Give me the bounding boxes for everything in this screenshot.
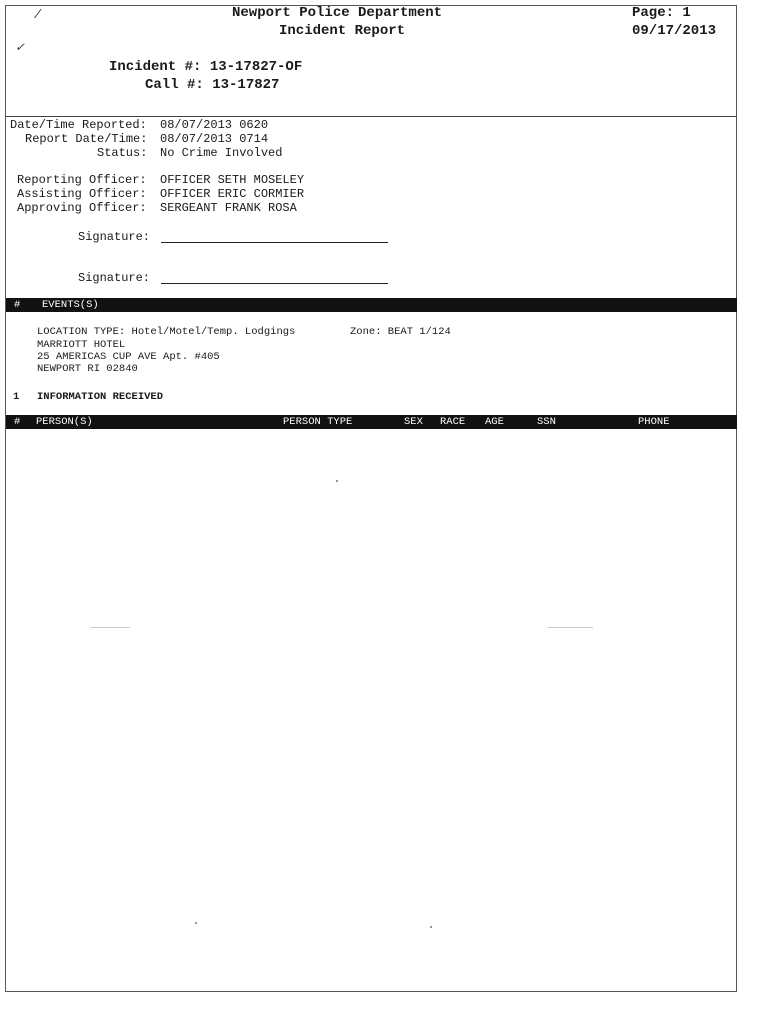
column-header-sex: SEX: [404, 416, 423, 428]
signature-label: Signature:: [78, 230, 151, 244]
pen-mark: ✓: [15, 41, 26, 55]
incident-number: Incident #: 13-17827-OF: [109, 59, 303, 75]
signature-line: [161, 242, 388, 243]
reporting-officer-label: Reporting Officer:: [17, 173, 147, 187]
date-reported-value: 08/07/2013 0620: [160, 118, 269, 132]
events-hash: #: [14, 299, 21, 311]
call-number: Call #: 13-17827: [145, 77, 280, 93]
column-header-ssn: SSN: [537, 416, 556, 428]
header-divider: [6, 116, 737, 117]
approving-officer-value: SERGEANT FRANK ROSA: [160, 201, 297, 215]
assisting-officer-label: Assisting Officer:: [17, 187, 147, 201]
assisting-officer-value: OFFICER ERIC CORMIER: [160, 187, 305, 201]
column-header-age: AGE: [485, 416, 504, 428]
report-date-label: Report Date/Time:: [25, 132, 148, 146]
signature-label: Signature:: [78, 271, 151, 285]
scan-artifact: [548, 627, 593, 628]
zone: Zone: BEAT 1/124: [350, 326, 451, 338]
scan-speck: [195, 922, 197, 924]
report-date-value: 08/07/2013 0714: [160, 132, 269, 146]
pen-mark: /: [34, 8, 42, 22]
column-header-person-type: PERSON TYPE: [283, 416, 353, 428]
event-description: INFORMATION RECEIVED: [37, 391, 164, 403]
address: 25 AMERICAS CUP AVE Apt. #405: [37, 351, 220, 363]
status-value: No Crime Involved: [160, 146, 283, 160]
signature-line: [161, 283, 388, 284]
scan-artifact: [90, 627, 130, 628]
date-reported-label: Date/Time Reported:: [10, 118, 147, 132]
approving-officer-label: Approving Officer:: [17, 201, 147, 215]
report-type: Incident Report: [279, 23, 406, 39]
city: NEWPORT RI 02840: [37, 363, 138, 375]
column-header-race: RACE: [440, 416, 466, 428]
status-label: Status:: [97, 146, 148, 160]
persons-section-bar: [6, 415, 737, 429]
events-title: EVENTS(S): [42, 299, 99, 311]
events-section-bar: [6, 298, 737, 312]
scan-speck: [430, 926, 432, 928]
column-header-persons: PERSON(S): [36, 416, 93, 428]
scan-speck: [336, 480, 338, 482]
event-number: 1: [13, 391, 20, 403]
page-number: Page: 1: [632, 5, 691, 21]
print-date: 09/17/2013: [632, 23, 717, 39]
column-header-phone: PHONE: [638, 416, 670, 428]
place-name: MARRIOTT HOTEL: [37, 339, 126, 351]
persons-hash: #: [14, 416, 21, 428]
reporting-officer-value: OFFICER SETH MOSELEY: [160, 173, 305, 187]
location-type: LOCATION TYPE: Hotel/Motel/Temp. Lodgings: [37, 326, 296, 338]
department-name: Newport Police Department: [232, 5, 443, 21]
